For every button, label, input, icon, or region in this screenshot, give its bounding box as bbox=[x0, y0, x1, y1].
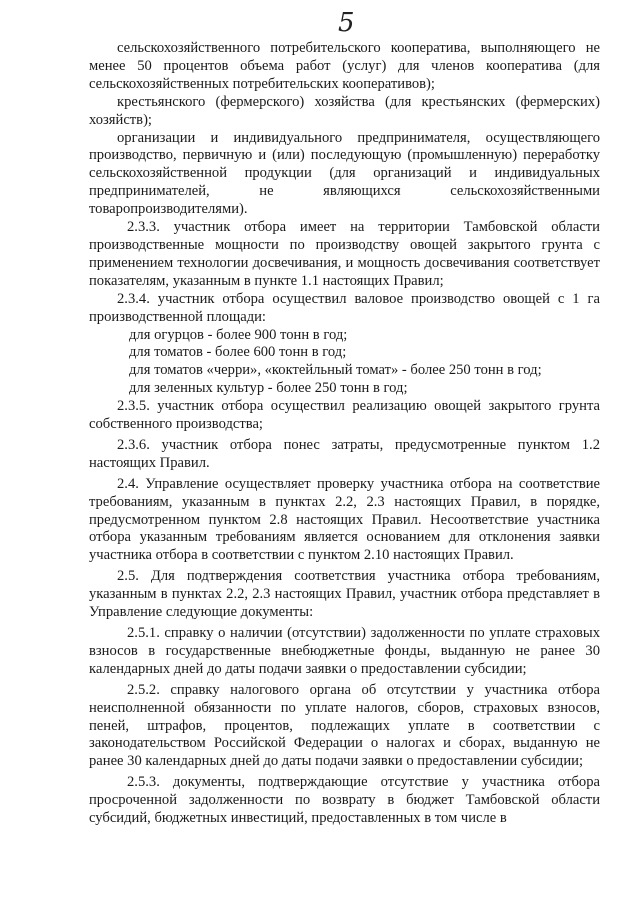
document-body bbox=[89, 40, 600, 828]
page-number: 5 bbox=[338, 8, 355, 38]
list-item: для зеленных культур - более 250 тонн в год; bbox=[129, 380, 408, 397]
paragraph: 2.5.2. справку налогового органа об отсутствии у участника отбора неисполненной обязанности по уплате налогов, сборов, страховых взносов, пеней, штрафов, процентов, подлежащих уплате в соответствии с законодательством Российской Федерации о налогах и сборах, выданную не ранее 30 календарных дней до даты подачи заявки о предоставлении субсидии; bbox=[89, 681, 600, 770]
paragraph: организации и индивидуального предпринимателя, осуществляющего производство, первичную и (или) последующую (промышленную) переработку сельскохозяйственной продукции (для организаций и индивидуальных предпринимателей, не являющихся сельскохозяйственными товаропроизводителями). bbox=[89, 129, 600, 218]
paragraph: 2.3.3. участник отбора имеет на территории Тамбовской области производственные мощности по производству овощей закрытого грунта с применением технологии досвечивания, и мощность досвечивания соответствует показателям, указанным в пункте 1.1 настоящих Правил; bbox=[89, 219, 600, 289]
paragraph: 2.3.6. участник отбора понес затраты, предусмотренные пунктом 1.2 настоящих Правил. bbox=[89, 436, 600, 471]
paragraph: 2.5. Для подтверждения соответствия участника отбора требованиям, указанным в пунктах 2.2, 2.3 настоящих Правил, участник отбора представляет в Управление следующие документы: bbox=[89, 568, 600, 621]
paragraph: 2.3.5. участник отбора осуществил реализацию овощей закрытого грунта собственного производства; bbox=[89, 398, 600, 433]
paragraph: 2.4. Управление осуществляет проверку участника отбора на соответствие требованиям, указанным в пунктах 2.2, 2.3 настоящих Правил, в порядке, предусмотренном пунктом 2.8 настоящих Правил. Несоответствие участника отбора указанным требованиям является основанием для отклонения заявки участника отбора в соответствии с пунктом 2.10 настоящих Правил. bbox=[89, 475, 600, 564]
paragraph: 2.5.1. справку о наличии (отсутствии) задолженности по уплате страховых взносов в государственные внебюджетные фонды, выданную не ранее 30 календарных дней до даты подачи заявки о предоставлении субсидии; bbox=[89, 625, 600, 677]
paragraph: 2.5.3. документы, подтверждающие отсутствие у участника отбора просроченной задолженности по возврату в бюджет Тамбовской области субсидий, бюджетных инвестиций, предоставленных в том числе в bbox=[89, 774, 600, 827]
list-item: для огурцов - более 900 тонн в год; bbox=[129, 326, 348, 343]
paragraph: сельскохозяйственного потребительского кооператива, выполняющего не менее 50 процентов объема работ (услуг) для членов кооператива (для сельскохозяйственных потребительских кооперативов); bbox=[89, 40, 600, 92]
paragraph: 2.3.4. участник отбора осуществил валовое производство овощей с 1 га производственной площади: bbox=[89, 290, 600, 325]
list-item: для томатов - более 600 тонн в год; bbox=[129, 344, 347, 361]
list-item: для томатов «черри», «коктейльный томат» - более 250 тонн в год; bbox=[129, 362, 542, 379]
paragraph: крестьянского (фермерского) хозяйства (для крестьянских (фермерских) хозяйств); bbox=[89, 93, 600, 128]
